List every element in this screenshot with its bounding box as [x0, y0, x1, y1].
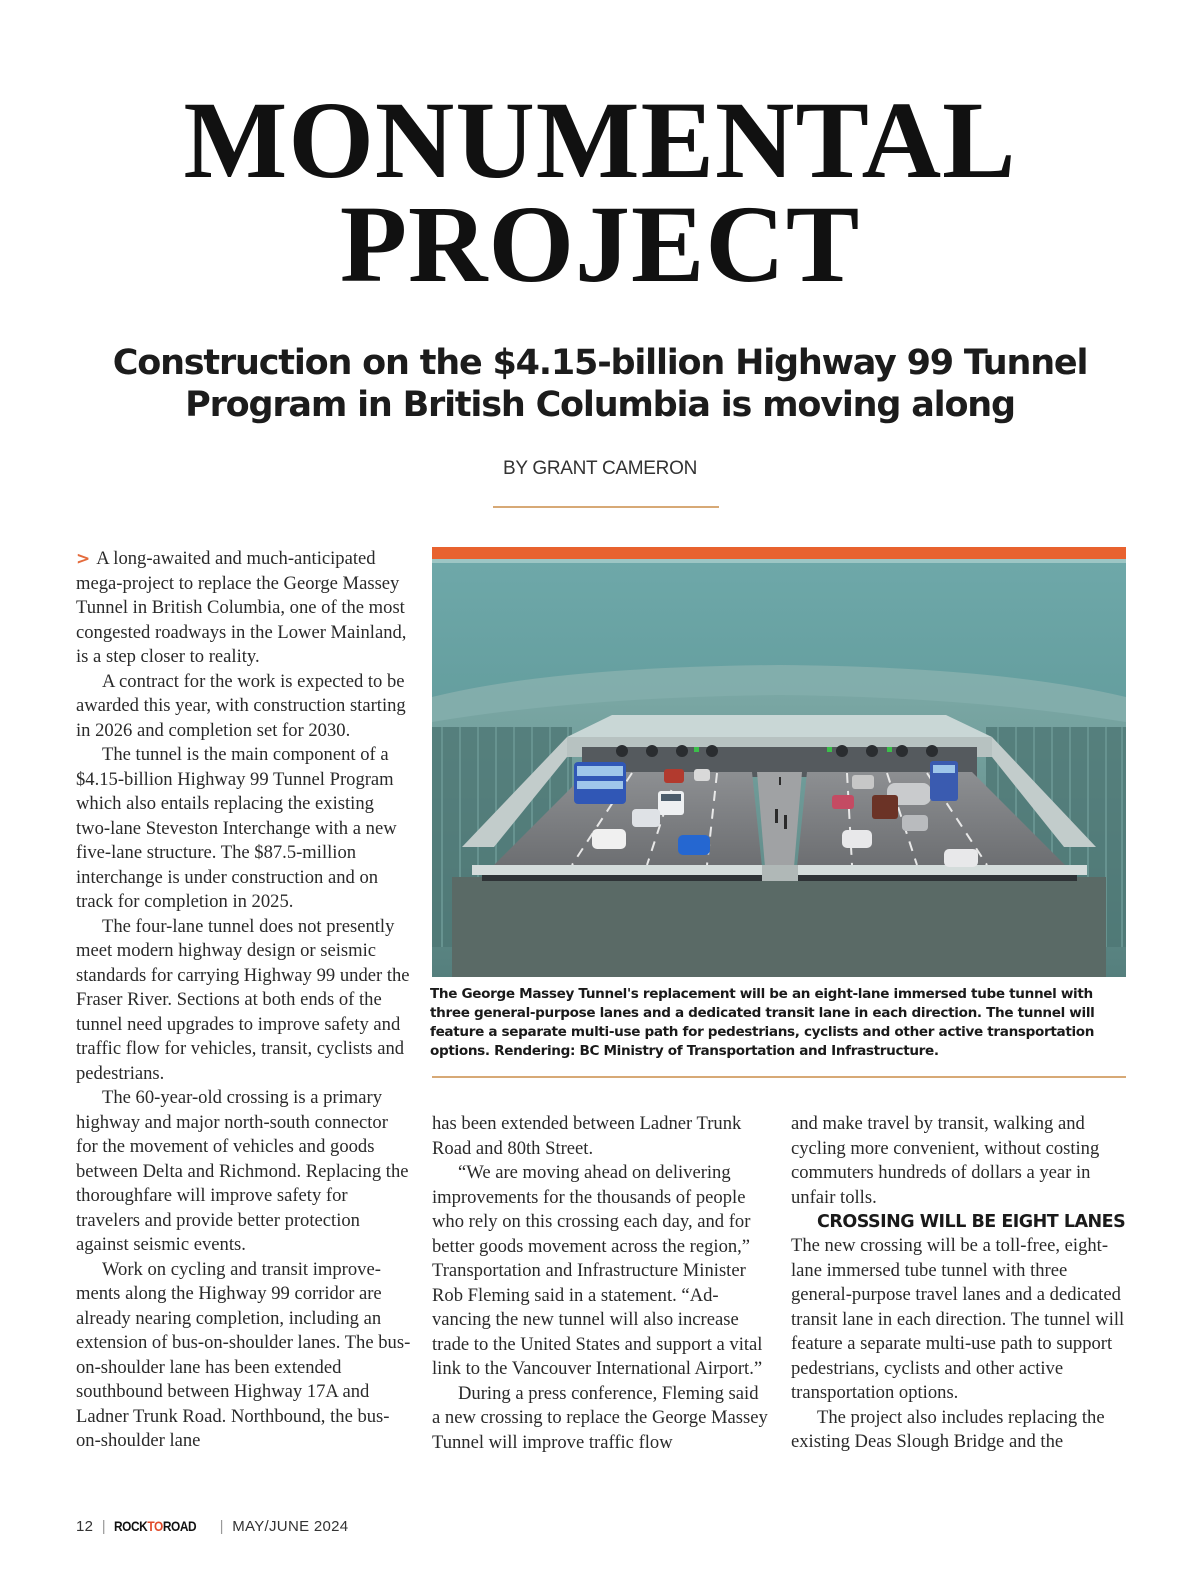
subtitle-line-1: Construction on the $4.15-billion Highway 99 Tunnel	[112, 343, 1088, 383]
footer-separator: |	[101, 1518, 106, 1535]
body-paragraph: The new crossing will be a toll-free, eight-lane immersed tube tunnel with three general-purpose travel lanes and a dedicated transit lane in each direction. The tunnel will feature a separate multi-use path to support pedestrians, cyclists and other active transportation options.	[791, 1235, 1125, 1403]
body-column-2	[432, 1112, 770, 1455]
body-paragraph: The tunnel is the main component of a $4.15-billion Highway 99 Tunnel Program which also entails replacing the existing two-lane Steveston Interchange with a new five-lane structure. The $87.5-million interchange is under construction and on track for completion in 2025.	[76, 744, 397, 912]
issue-date: MAY/JUNE 2024	[232, 1518, 349, 1535]
body-paragraph: The 60-year-old crossing is a primary highway and major north-south connector for the movement of vehicles and goods between Delta and Richmond. Replacing the thoroughfare will improve safety for travelers and provide better protection against seismic events.	[76, 1087, 409, 1255]
byline: BY GRANT CAMERON	[502, 458, 698, 479]
body-paragraph: The project also includes replacing the existing Deas Slough Bridge and the	[791, 1406, 1105, 1452]
article-subtitle	[80, 342, 1120, 426]
article-title	[0, 79, 1200, 305]
body-paragraph: A contract for the work is expected to be awarded this year, with construction starting in 2026 and completion set for 2030.	[76, 670, 406, 741]
body-paragraph: The four-lane tunnel does not presently meet modern highway design or seismic standards for carrying Highway 99 under the Fraser River. Sections at both ends of the tunnel need upgrades to improve safety and traffic flow for vehicles, transit, cyclists and pedestrians.	[76, 915, 410, 1084]
magazine-logo: ROCKTOROAD	[114, 1518, 197, 1534]
tunnel-rendering-image	[432, 547, 1126, 977]
subtitle-line-2: Program in British Columbia is moving along	[185, 385, 1015, 425]
body-column-1	[76, 547, 411, 1454]
title-line-1: MONUMENTAL	[183, 79, 1017, 201]
section-heading: CROSSING WILL BE EIGHT LANES	[817, 1212, 1126, 1232]
lead-chevron-icon: >	[76, 549, 91, 569]
body-paragraph: Work on cycling and transit improvements along the Highway 99 corridor are already nearing completion, including an extension of bus-on-shoulder lanes. The bus-on-shoulder lane has been extended southbound between Highway 17A and Ladner Trunk Road. Northbound, the bus-on-shoulder lane	[76, 1258, 411, 1451]
body-column-3	[791, 1112, 1129, 1455]
title-line-2: PROJECT	[339, 183, 861, 305]
body-paragraph: During a press conference, Fleming said a new crossing to replace the George Massey Tunnel will improve traffic flow	[432, 1382, 768, 1453]
body-paragraph: and make travel by transit, walking and cycling more convenient, without costing commuters hundreds of dollars a year in unfair tolls.	[791, 1113, 1100, 1208]
caption-divider	[432, 1076, 1126, 1078]
body-paragraph: “We are moving ahead on delivering improvements for the thousands of people who rely on this crossing each day, and for better goods movement across the region,” Transportation and Infrastructure Minister Rob Fleming said in a statement. “Advancing the new tunnel will also increase trade to the United States and support a vital link to the Vancouver International Airport.”	[432, 1162, 763, 1379]
figure-caption: The George Massey Tunnel's replacement will be an eight-lane immersed tube tunnel with three general-purpose lanes and a dedicated transit lane in each direction. The tunnel will feature a separate multi-use path for pedestrians, cyclists and other active transportation options. Rendering: BC Ministry of Transportation and Infrastructure.	[430, 986, 1095, 1059]
tunnel-cross-section-illustration	[432, 547, 1126, 977]
byline-divider	[493, 506, 719, 508]
body-paragraph: has been extended between Ladner Trunk Road and 80th Street.	[432, 1113, 742, 1159]
page-footer	[76, 1518, 348, 1535]
page-number: 12	[76, 1518, 94, 1535]
footer-separator: |	[219, 1518, 224, 1535]
body-paragraph: > A long-awaited and much-anticipated mega-project to replace the George Massey Tunnel in British Columbia, one of the most congested roadways in the Lower Mainland, is a step closer to reality.	[76, 548, 407, 667]
